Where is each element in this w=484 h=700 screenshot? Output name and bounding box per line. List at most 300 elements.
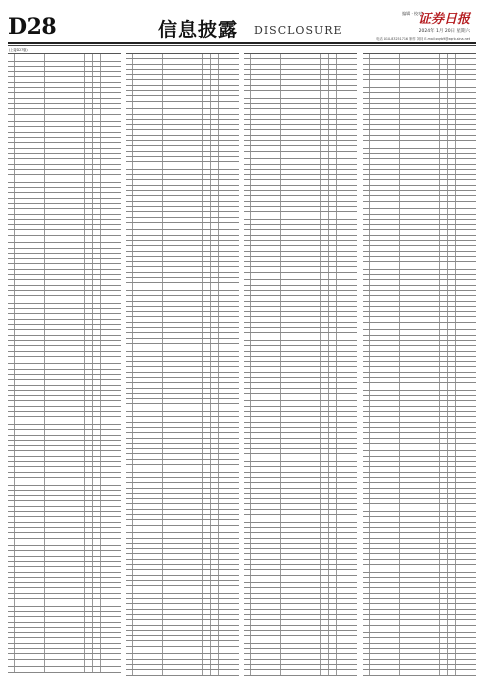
table-cell [126, 257, 133, 261]
table-cell [251, 99, 281, 103]
table-cell [321, 267, 329, 271]
table-cell [448, 141, 456, 148]
table-cell [133, 515, 163, 519]
table-cell [8, 357, 15, 364]
table-cell [15, 99, 45, 103]
table-cell [126, 333, 133, 337]
table-cell [133, 520, 163, 524]
table-cell [363, 65, 370, 69]
table-cell [281, 483, 321, 487]
table-cell [448, 573, 456, 577]
table-cell [321, 389, 329, 393]
table-cell [337, 478, 357, 482]
table-cell [133, 91, 163, 95]
table-cell [85, 175, 93, 182]
table-cell [163, 317, 203, 321]
table-cell [251, 307, 281, 311]
table-cell [440, 483, 448, 487]
table-cell [101, 649, 121, 653]
table-cell [244, 626, 251, 630]
table-cell [93, 352, 101, 356]
table-cell [8, 220, 15, 224]
table-cell [93, 638, 101, 642]
table-cell [219, 586, 239, 593]
table-cell [8, 364, 15, 368]
table-cell [211, 91, 219, 95]
table-cell [219, 647, 239, 654]
table-cell [163, 357, 203, 361]
table-cell [321, 333, 329, 340]
table-cell [8, 254, 15, 258]
table-cell [281, 80, 321, 84]
table-cell [440, 457, 448, 461]
table-cell [8, 612, 15, 616]
table-cell [93, 523, 101, 527]
table-cell [400, 180, 440, 184]
table-cell [85, 275, 93, 279]
table-cell [329, 70, 337, 74]
table-cell [448, 610, 456, 614]
table-cell [101, 517, 121, 521]
table-cell [85, 93, 93, 97]
table-cell [93, 457, 101, 461]
table-cell [219, 389, 239, 393]
table-cell [133, 257, 163, 261]
table-cell [133, 191, 163, 195]
table-cell [337, 473, 357, 477]
table-cell [251, 504, 281, 508]
table-cell [219, 433, 239, 437]
table-cell [163, 180, 203, 184]
table-cell [456, 202, 476, 209]
table-cell [440, 262, 448, 269]
table-cell [440, 54, 448, 58]
table-cell [101, 165, 121, 169]
table-cell [211, 241, 219, 245]
table-cell [8, 583, 15, 587]
table-cell [251, 467, 281, 471]
table-cell [440, 565, 448, 572]
table-cell [211, 504, 219, 508]
table-cell [281, 588, 321, 592]
table-cell [126, 75, 133, 79]
table-cell [126, 115, 133, 119]
table-cell [101, 204, 121, 208]
table-cell [15, 77, 45, 81]
table-cell [126, 362, 133, 366]
table-cell [337, 196, 357, 200]
table-cell [133, 399, 163, 403]
table-cell [101, 578, 121, 582]
table-cell [329, 207, 337, 211]
table-cell [133, 312, 163, 316]
table-cell [251, 246, 281, 250]
table-cell [15, 254, 45, 258]
table-cell [363, 473, 370, 477]
table-cell [133, 615, 163, 619]
table-cell [8, 83, 15, 87]
table-cell [8, 243, 15, 247]
table-cell [133, 59, 163, 63]
table-cell [85, 364, 93, 368]
table-cell [203, 504, 211, 508]
table-cell [203, 483, 211, 487]
table-cell [251, 202, 281, 206]
table-cell [363, 88, 370, 92]
table-cell [440, 357, 448, 361]
disclosure-columns [8, 48, 476, 676]
table-cell [321, 631, 329, 635]
table-cell [400, 186, 440, 190]
table-cell [211, 207, 219, 211]
table-cell [203, 96, 211, 100]
table-cell [321, 175, 329, 179]
table-cell [211, 357, 219, 361]
table-cell [211, 102, 219, 109]
table-cell [251, 317, 281, 321]
table-cell [363, 180, 370, 184]
table-cell [101, 149, 121, 153]
table-cell [440, 638, 448, 642]
table-cell [244, 378, 251, 382]
table-cell [400, 286, 440, 290]
table-cell [281, 549, 321, 553]
table-cell [448, 654, 456, 658]
table-cell [448, 504, 456, 511]
table-cell [133, 136, 163, 140]
table-cell [211, 136, 219, 140]
table-cell [85, 243, 93, 247]
table-cell [363, 220, 370, 224]
table-cell [329, 152, 337, 159]
table-cell [163, 499, 203, 503]
table-row [244, 515, 357, 523]
table-cell [281, 439, 321, 443]
table-cell [8, 275, 15, 279]
table-cell [101, 54, 121, 61]
table-cell [363, 462, 370, 466]
table-cell [337, 523, 357, 527]
table-cell [133, 478, 163, 482]
table-cell [163, 207, 203, 211]
table-cell [337, 296, 357, 300]
table-cell [370, 341, 400, 345]
table-cell [321, 352, 329, 356]
table-cell [85, 133, 93, 137]
table-cell [101, 115, 121, 122]
table-cell [45, 159, 85, 163]
table-cell [281, 510, 321, 514]
table-cell [244, 401, 251, 405]
table-cell [448, 109, 456, 113]
table-cell [219, 278, 239, 282]
table-cell [133, 599, 163, 603]
table-cell [8, 562, 15, 566]
table-cell [329, 252, 337, 256]
table-cell [321, 401, 329, 405]
table-cell [281, 473, 321, 477]
table-cell [126, 636, 133, 640]
table-cell [321, 159, 329, 163]
table-cell [400, 649, 440, 653]
table-cell [244, 75, 251, 79]
table-row [8, 54, 121, 62]
table-cell [8, 370, 15, 374]
table-cell [211, 86, 219, 90]
table-cell [163, 141, 203, 145]
table-cell [448, 457, 456, 461]
table-cell [45, 430, 85, 434]
table-cell [370, 417, 400, 421]
table-cell [337, 560, 357, 564]
table-cell [251, 86, 281, 90]
table-cell [400, 170, 440, 174]
table-cell [85, 259, 93, 263]
table-cell [126, 665, 133, 669]
table-cell [329, 615, 337, 619]
table-cell [251, 412, 281, 416]
table-cell [101, 243, 121, 247]
table-cell [456, 296, 476, 300]
table-cell [281, 175, 321, 179]
column-title: (上接D27版) [9, 48, 28, 52]
table-cell [251, 241, 281, 245]
table-cell [126, 526, 133, 533]
table-cell [126, 357, 133, 361]
table-cell [251, 180, 281, 184]
table-cell [15, 188, 45, 192]
table-cell [440, 620, 448, 624]
table-cell [363, 196, 370, 200]
table-cell [370, 444, 400, 451]
table-cell [8, 528, 15, 532]
table-cell [15, 523, 45, 527]
table-cell [363, 444, 370, 451]
table-cell [211, 80, 219, 84]
table-cell [45, 412, 85, 416]
table-row [8, 175, 121, 183]
table-cell [321, 473, 329, 477]
table-cell [8, 660, 15, 667]
table-cell [456, 473, 476, 477]
table-cell [456, 352, 476, 356]
table-cell [126, 175, 133, 179]
table-cell [219, 307, 239, 311]
table-cell [85, 425, 93, 429]
table-cell [244, 660, 251, 664]
table-cell [126, 102, 133, 109]
table-cell [219, 444, 239, 448]
table-cell [45, 249, 85, 253]
table-cell [251, 626, 281, 630]
table-cell [329, 565, 337, 569]
table-cell [126, 620, 133, 624]
table-cell [400, 638, 440, 642]
table-cell [45, 346, 85, 350]
table-cell [101, 638, 121, 642]
table-cell [456, 141, 476, 148]
table-cell [126, 581, 133, 585]
table-cell [281, 328, 321, 332]
table-cell [219, 641, 239, 645]
table-cell [363, 275, 370, 279]
table-cell [400, 483, 440, 487]
table-cell [244, 604, 251, 608]
table-cell [440, 230, 448, 234]
table-cell [133, 130, 163, 134]
table-cell [126, 241, 133, 245]
table-cell [448, 665, 456, 669]
table-cell [8, 654, 15, 658]
table-cell [219, 610, 239, 614]
table-cell [15, 115, 45, 122]
table-cell [15, 539, 45, 546]
table-cell [244, 489, 251, 493]
table-cell [440, 517, 448, 521]
table-cell [281, 312, 321, 316]
table-cell [363, 159, 370, 163]
table-cell [363, 660, 370, 664]
table-cell [456, 357, 476, 361]
table-cell [244, 346, 251, 350]
table-cell [363, 225, 370, 229]
table-cell [101, 357, 121, 364]
table-cell [203, 636, 211, 640]
table-cell [163, 478, 203, 482]
table-cell [440, 241, 448, 245]
table-cell [45, 617, 85, 621]
table-cell [163, 162, 203, 169]
table-cell [244, 267, 251, 271]
table-cell [15, 243, 45, 247]
table-cell [251, 352, 281, 356]
table-cell [337, 504, 357, 508]
table-cell [370, 141, 400, 148]
table-cell [440, 549, 448, 553]
table-cell [101, 523, 121, 527]
table-cell [400, 462, 440, 466]
table-cell [363, 120, 370, 124]
table-cell [101, 159, 121, 163]
table-cell [163, 80, 203, 84]
table-cell [251, 341, 281, 345]
table-cell [337, 510, 357, 514]
table-cell [133, 610, 163, 614]
table-cell [93, 528, 101, 532]
table-cell [211, 175, 219, 179]
table-cell [15, 425, 45, 429]
table-cell [337, 462, 357, 466]
table-cell [93, 275, 101, 279]
table-cell [321, 604, 329, 608]
table-cell [363, 99, 370, 103]
table-cell [8, 143, 15, 147]
table-cell [337, 367, 357, 371]
table-cell [101, 607, 121, 611]
table-cell [440, 670, 448, 674]
table-cell [85, 539, 93, 546]
table-cell [329, 191, 337, 195]
table-cell [211, 296, 219, 300]
table-cell [244, 280, 251, 284]
table-cell [329, 494, 337, 498]
table-cell [329, 65, 337, 69]
table-cell [448, 291, 456, 295]
table-cell [363, 423, 370, 427]
table-cell [219, 520, 239, 524]
table-cell [85, 612, 93, 616]
table-cell [400, 93, 440, 97]
table-cell [363, 626, 370, 633]
table-cell [281, 130, 321, 134]
table-cell [244, 449, 251, 453]
table-cell [101, 583, 121, 587]
table-cell [93, 617, 101, 621]
table-cell [219, 362, 239, 366]
table-cell [15, 638, 45, 642]
table-cell [440, 401, 448, 405]
table-cell [133, 539, 163, 543]
table-cell [337, 109, 357, 113]
table-cell [101, 309, 121, 313]
table-cell [133, 510, 163, 514]
table-cell [93, 320, 101, 324]
table-cell [211, 544, 219, 548]
table-cell [440, 604, 448, 608]
table-cell [163, 202, 203, 206]
table-cell [363, 604, 370, 608]
table-cell [126, 533, 133, 537]
table-cell [321, 104, 329, 108]
table-cell [126, 291, 133, 295]
table-cell [211, 212, 219, 216]
table-cell [244, 610, 251, 614]
table-row [244, 670, 357, 675]
table-cell [400, 80, 440, 87]
table-cell [321, 212, 329, 219]
table-cell [163, 454, 203, 458]
table-cell [448, 554, 456, 558]
disclosure-table [126, 53, 239, 676]
table-cell [203, 328, 211, 332]
table-cell [448, 120, 456, 124]
table-cell [126, 218, 133, 222]
table-cell [211, 510, 219, 514]
table-cell [456, 391, 476, 395]
table-cell [8, 386, 15, 390]
table-cell [15, 396, 45, 400]
table-cell [211, 660, 219, 664]
table-cell [163, 262, 203, 266]
table-cell [211, 246, 219, 250]
table-cell [400, 383, 440, 390]
table-cell [133, 65, 163, 69]
table-cell [126, 152, 133, 156]
table-cell [321, 307, 329, 311]
table-cell [85, 467, 93, 471]
table-cell [370, 489, 400, 493]
table-cell [85, 417, 93, 424]
table-cell [400, 302, 440, 306]
table-cell [370, 517, 400, 521]
table-cell [93, 280, 101, 284]
table-cell [93, 286, 101, 290]
table-cell [211, 554, 219, 558]
table-cell [400, 428, 440, 432]
column-3 [244, 48, 357, 676]
table-cell [101, 401, 121, 405]
table-cell [219, 383, 239, 387]
